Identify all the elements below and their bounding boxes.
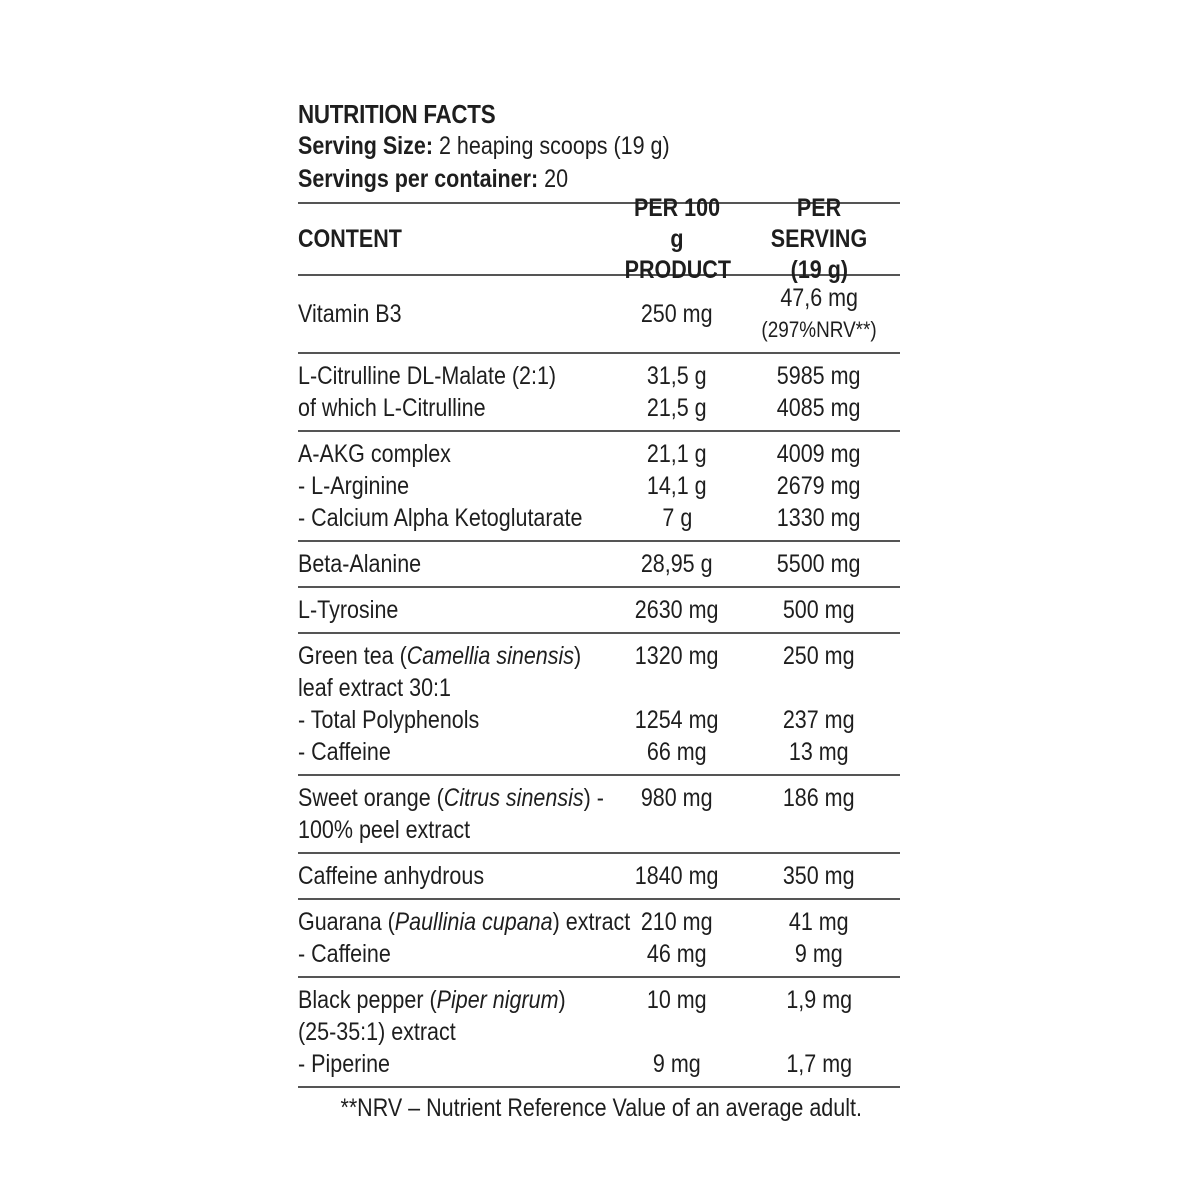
table-body — [298, 276, 900, 1088]
value-per-serving: 1,7 mg — [786, 1050, 852, 1078]
ingredient-name: - Piperine — [298, 1050, 391, 1078]
ingredient-name — [298, 984, 566, 1016]
value-per-serving: 186 mg — [783, 784, 855, 812]
value-per-100g: 66 mg — [647, 738, 707, 766]
ingredient-latin-name: Paullinia cupana — [394, 908, 553, 936]
servings-value: 20 — [538, 165, 569, 193]
value-per-100g: 21,1 g — [647, 440, 707, 468]
value-per-serving: 237 mg — [783, 706, 855, 734]
ingredient-name: L-Tyrosine — [298, 596, 399, 624]
value-per-100g: 2630 mg — [635, 596, 719, 624]
ingredient-name: - Calcium Alpha Ketoglutarate — [298, 504, 583, 532]
value-per-100g: 980 mg — [641, 784, 713, 812]
value-per-100g: 7 g — [662, 504, 692, 532]
value-per-serving: 5500 mg — [777, 550, 861, 578]
ingredient-name-prefix: Sweet orange ( — [298, 784, 444, 812]
ingredient-name: - Caffeine — [298, 738, 391, 766]
value-per-100g: 250 mg — [641, 300, 713, 328]
value-per-100g: 31,5 g — [647, 362, 707, 390]
table-row — [298, 542, 900, 588]
value-per-serving: 1330 mg — [777, 504, 861, 532]
value-per-serving: 2679 mg — [777, 472, 861, 500]
value-per-serving: 41 mg — [789, 908, 849, 936]
table-row — [298, 634, 900, 776]
value-per-100g: 46 mg — [647, 940, 707, 968]
ingredient-name-prefix: Guarana ( — [298, 908, 395, 936]
ingredient-name: Vitamin B3 — [298, 300, 402, 328]
ingredient-name: - Caffeine — [298, 940, 391, 968]
header-per-100g-line2: PRODUCT — [624, 255, 731, 284]
table-row — [298, 900, 900, 978]
nrv-percent: (297%NRV**) — [761, 317, 877, 342]
value-per-serving: 1,9 mg — [786, 986, 852, 1014]
ingredient-latin-name: Citrus sinensis — [443, 784, 584, 812]
header-per-100g-line1: PER 100 g — [633, 193, 721, 253]
value-per-100g: 1254 mg — [635, 706, 719, 734]
value-per-100g: 28,95 g — [641, 550, 713, 578]
ingredient-name — [298, 906, 630, 938]
serving-size-label: Serving Size: — [298, 132, 434, 160]
table-header — [298, 193, 900, 284]
header-content: CONTENT — [298, 224, 402, 253]
value-per-100g: 210 mg — [641, 908, 713, 936]
value-per-100g: 9 mg — [653, 1050, 701, 1078]
servings-label: Servings per container: — [298, 165, 539, 193]
ingredient-name-prefix: Green tea ( — [298, 642, 407, 670]
ingredient-name: 100% peel extract — [298, 816, 471, 844]
serving-size — [298, 130, 816, 163]
ingredient-name: - L-Arginine — [298, 472, 410, 500]
ingredient-name: - Total Polyphenols — [298, 706, 480, 734]
value-per-serving: 4009 mg — [777, 440, 861, 468]
table-row — [298, 354, 900, 432]
value-per-serving: 5985 mg — [777, 362, 861, 390]
table-row — [298, 276, 900, 354]
value-per-serving: 250 mg — [783, 642, 855, 670]
header-per-serving — [738, 193, 900, 286]
servings-per-container — [298, 163, 816, 196]
ingredient-latin-name: Piper nigrum — [436, 986, 559, 1014]
ingredient-name-suffix: ) - — [583, 784, 604, 812]
ingredient-name-suffix: ) — [558, 986, 566, 1014]
ingredient-name: A-AKG complex — [298, 440, 451, 468]
value-per-100g: 10 mg — [647, 986, 707, 1014]
table-row — [298, 978, 900, 1088]
ingredient-name: (25-35:1) extract — [298, 1018, 456, 1046]
table-row — [298, 432, 900, 542]
header-per-serving-line2: (19 g) — [790, 255, 848, 284]
value-per-serving: 13 mg — [789, 738, 849, 766]
header-per-serving-line1: PER SERVING — [770, 193, 868, 253]
serving-size-value: 2 heaping scoops (19 g) — [433, 132, 670, 160]
ingredient-name-suffix: ) — [574, 642, 582, 670]
value-per-serving: 4085 mg — [777, 394, 861, 422]
value-per-100g: 1840 mg — [635, 862, 719, 890]
table-row — [298, 588, 900, 634]
header-per-100g — [616, 193, 738, 286]
ingredient-latin-name: Camellia sinensis — [406, 642, 575, 670]
ingredient-name — [298, 640, 581, 672]
page-title: NUTRITION FACTS — [298, 99, 496, 129]
ingredient-name: Beta-Alanine — [298, 550, 422, 578]
nutrition-table — [298, 193, 900, 1088]
ingredient-name-suffix: ) extract — [552, 908, 631, 936]
ingredient-name-prefix: Black pepper ( — [298, 986, 437, 1014]
value-per-serving: 9 mg — [795, 940, 843, 968]
ingredient-name: Caffeine anhydrous — [298, 862, 485, 890]
value-per-100g: 14,1 g — [647, 472, 707, 500]
table-row — [298, 776, 900, 854]
value-per-serving: 47,6 mg — [780, 284, 858, 312]
footnote-text: **NRV – Nutrient Reference Value of an average adult. — [340, 1094, 862, 1122]
value-per-100g: 21,5 g — [647, 394, 707, 422]
table-row — [298, 854, 900, 900]
footnote — [298, 1092, 900, 1124]
ingredient-name: L-Citrulline DL-Malate (2:1) — [298, 362, 557, 390]
nutrition-facts-panel — [298, 98, 900, 1124]
ingredient-name: of which L-Citrulline — [298, 394, 486, 422]
ingredient-name — [298, 782, 604, 814]
value-per-serving: 350 mg — [783, 862, 855, 890]
value-per-100g: 1320 mg — [635, 642, 719, 670]
value-per-serving: 500 mg — [783, 596, 855, 624]
ingredient-name: leaf extract 30:1 — [298, 674, 451, 702]
